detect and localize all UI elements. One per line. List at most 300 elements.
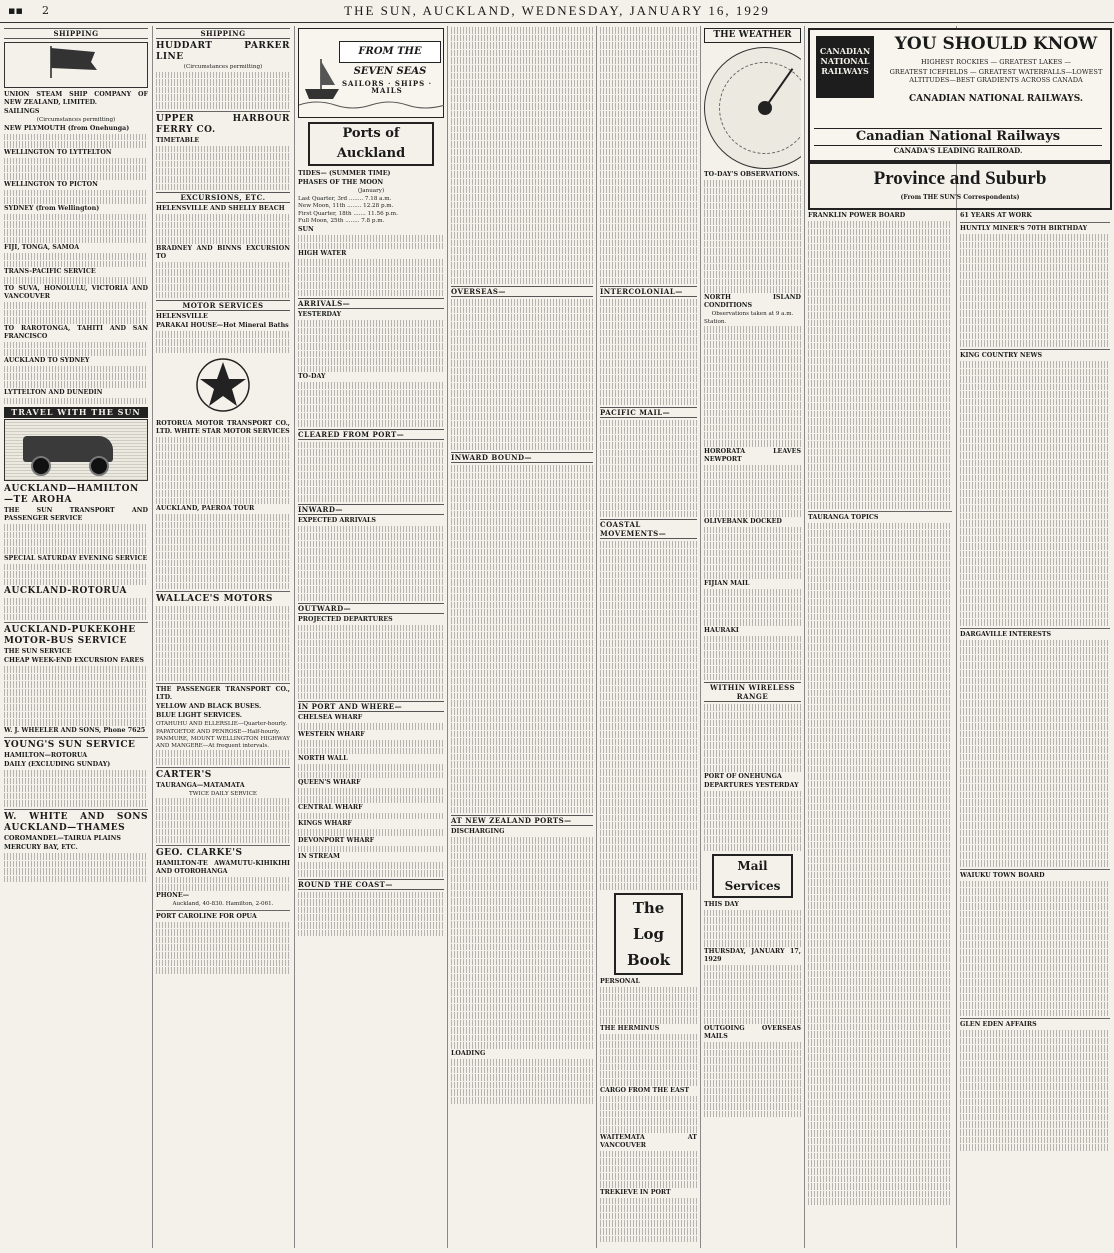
huddart-heading: HUDDART PARKER LINE <box>156 41 290 62</box>
text-line <box>298 413 444 420</box>
pukekohe-heading: AUCKLAND-PUKEKOHE MOTOR-BUS SERVICE <box>4 625 136 647</box>
text-line <box>600 1181 697 1188</box>
text-line <box>808 819 952 826</box>
text-line <box>451 769 593 776</box>
text-line <box>4 793 148 800</box>
text-line <box>298 748 444 755</box>
text-line <box>298 405 444 412</box>
text-line <box>960 964 1110 971</box>
text-line <box>960 1137 1110 1144</box>
text-line <box>808 796 952 803</box>
text-line <box>704 379 801 386</box>
text-line <box>960 994 1110 1001</box>
otahuhu-line: OTAHUHU AND ELLERSLIE—Quarter-hourly. <box>156 721 288 728</box>
text-line <box>704 666 801 673</box>
text-line <box>600 427 697 434</box>
ad-footer: CANADA'S LEADING RAILROAD. <box>893 146 1023 155</box>
text-line <box>600 217 697 224</box>
picton-heading: WELLINGTON TO PICTON <box>4 180 98 188</box>
star-icon <box>195 357 251 413</box>
ad-banner: Canadian National Railways <box>814 128 1102 146</box>
text-line <box>960 429 1110 436</box>
text-line <box>156 237 290 244</box>
text-line <box>156 292 290 299</box>
text-line <box>298 533 444 540</box>
text-line <box>960 399 1110 406</box>
text-line <box>156 498 290 505</box>
upper-harbour-heading: UPPER HARBOUR FERRY CO. <box>156 113 290 135</box>
text-line <box>451 792 593 799</box>
banner-title: FROM THE SEVEN SEAS <box>339 41 441 63</box>
text-line <box>704 226 801 233</box>
coromandel-heading: COROMANDEL—TAIRUA PLAINS <box>4 834 121 842</box>
text-line <box>808 614 952 621</box>
round-coast-heading: ROUND THE COAST— <box>298 879 444 890</box>
high-water-heading: HIGH WATER <box>298 250 347 258</box>
text-line <box>960 257 1110 264</box>
text-line <box>960 513 1110 520</box>
text-line <box>4 681 148 688</box>
section-heading: SHIPPING <box>4 28 148 39</box>
text-line <box>451 95 593 102</box>
text-line <box>298 594 444 601</box>
text-line <box>960 287 1110 294</box>
text-line <box>960 333 1110 340</box>
glen-eden-heading: GLEN EDEN AFFAIRS <box>960 1021 1037 1029</box>
text-line <box>451 731 593 738</box>
text-line <box>156 667 290 674</box>
text-line <box>298 259 444 266</box>
text-line <box>704 806 801 813</box>
text-line <box>4 778 148 785</box>
youngs-heading: YOUNG'S SUN SERVICE <box>4 739 136 750</box>
text-line <box>808 464 952 471</box>
text-line <box>298 813 444 820</box>
tides-heading: TIDES— (SUMMER TIME) <box>298 170 391 177</box>
text-line <box>600 398 697 405</box>
timetable-heading: TIMETABLE <box>156 136 200 144</box>
column-rule <box>700 26 701 1248</box>
text-line <box>4 214 148 221</box>
text-line <box>704 334 801 341</box>
text-line <box>704 735 801 742</box>
text-line <box>298 382 444 389</box>
ports-of-auckland-title: Ports of Auckland <box>308 122 434 166</box>
text-line <box>704 534 801 541</box>
text-line <box>4 261 148 268</box>
text-line <box>960 956 1110 963</box>
text-line <box>808 434 952 441</box>
text-line <box>600 1017 697 1024</box>
text-line <box>298 274 444 281</box>
text-line <box>600 375 697 382</box>
text-line <box>156 475 290 482</box>
text-line <box>4 253 148 260</box>
text-line <box>156 339 290 346</box>
text-line <box>298 235 444 242</box>
text-line <box>451 194 593 201</box>
text-line <box>808 229 952 236</box>
honolulu-heading: TO SUVA, HONOLULU, VICTORIA AND VANCOUVER <box>4 284 148 300</box>
text-line <box>600 495 697 502</box>
text-line <box>600 57 697 64</box>
text-line <box>451 1074 593 1081</box>
text-line <box>4 366 148 373</box>
text-line <box>451 951 593 958</box>
text-line <box>298 366 444 373</box>
text-line <box>4 712 148 719</box>
text-line <box>704 326 801 333</box>
text-line <box>298 632 444 639</box>
text-line <box>808 1160 952 1167</box>
text-line <box>156 758 290 765</box>
tauranga-heading: TAURANGA—MATAMATA <box>156 781 245 789</box>
text-line <box>808 788 952 795</box>
text-line <box>600 723 697 730</box>
text-line <box>451 837 593 844</box>
wharf-heading: DEVONPORT WHARF <box>298 836 375 844</box>
text-line <box>808 811 952 818</box>
text-line <box>704 821 801 828</box>
text-line <box>600 156 697 163</box>
plymouth-heading: NEW PLYMOUTH (from Onehunga) <box>4 124 130 132</box>
text-line <box>704 1010 801 1017</box>
text-line <box>298 907 444 914</box>
text-line <box>960 520 1110 527</box>
text-line <box>600 247 697 254</box>
text-line <box>704 720 801 727</box>
text-line <box>451 678 593 685</box>
text-line <box>960 845 1110 852</box>
text-line <box>808 530 952 537</box>
text-line <box>600 1166 697 1173</box>
inward-heading: INWARD— <box>298 504 444 515</box>
text-line <box>704 712 801 719</box>
waitemata-heading: WAITEMATA AT VANCOUVER <box>600 1133 697 1149</box>
text-line <box>451 1097 593 1104</box>
text-line <box>600 270 697 277</box>
text-line <box>808 251 952 258</box>
observations-heading: TO-DAY'S OBSERVATIONS. <box>704 171 800 178</box>
text-line <box>704 619 801 626</box>
text-line <box>600 149 697 156</box>
text-line <box>600 1236 697 1243</box>
text-line <box>451 232 593 239</box>
port-caroline-heading: PORT CAROLINE FOR OPUA <box>156 912 257 920</box>
text-line <box>451 1004 593 1011</box>
star-emblem <box>156 357 290 416</box>
text-line <box>960 896 1110 903</box>
text-line <box>451 465 593 472</box>
text-line <box>600 1064 697 1071</box>
text-line <box>156 331 290 338</box>
text-line <box>960 1061 1110 1068</box>
text-line <box>808 1191 952 1198</box>
text-line <box>451 337 593 344</box>
text-line <box>960 604 1110 611</box>
divider <box>960 628 1110 629</box>
column-rule <box>294 26 295 1248</box>
text-line <box>808 955 952 962</box>
text-line <box>600 240 697 247</box>
text-line <box>451 997 593 1004</box>
text-line <box>600 299 697 306</box>
wharf-heading: KINGS WHARF <box>298 820 352 828</box>
helensville-ad: HELENSVILLE AND SHELLY BEACH <box>156 205 285 213</box>
text-line <box>156 79 290 86</box>
text-line <box>156 674 290 681</box>
yellow-buses: YELLOW AND BLACK BUSES. <box>156 703 262 711</box>
text-line <box>600 1158 697 1165</box>
text-line <box>451 436 593 443</box>
text-line <box>808 343 952 350</box>
text-line <box>704 940 801 947</box>
text-line <box>960 792 1110 799</box>
text-line <box>960 1053 1110 1060</box>
text-line <box>960 475 1110 482</box>
text-line <box>451 118 593 125</box>
text-line <box>451 891 593 898</box>
text-line <box>451 103 593 110</box>
tauranga-topics-heading: TAURANGA TOPICS <box>808 513 879 521</box>
text-line <box>298 442 444 449</box>
text-line <box>156 952 290 959</box>
text-line <box>4 134 148 141</box>
text-line <box>704 742 801 749</box>
text-line <box>704 814 801 821</box>
text-line <box>600 625 697 632</box>
phases-heading: PHASES OF THE MOON <box>298 179 384 186</box>
text-line <box>451 322 593 329</box>
text-line <box>808 327 952 334</box>
text-line <box>600 1049 697 1056</box>
text-line <box>298 678 444 685</box>
text-line <box>4 785 148 792</box>
text-line <box>704 651 801 658</box>
text-line <box>298 526 444 533</box>
coastal-heading: COASTAL MOVEMENTS— <box>600 519 697 539</box>
text-line <box>451 693 593 700</box>
text-line <box>4 579 148 586</box>
text-line <box>808 842 952 849</box>
text-line <box>960 784 1110 791</box>
text-line <box>960 528 1110 535</box>
text-line <box>4 547 148 554</box>
text-line <box>451 647 593 654</box>
text-line <box>4 310 148 317</box>
text-line <box>156 659 290 666</box>
text-line <box>960 640 1110 647</box>
text-line <box>704 402 801 409</box>
text-line <box>808 879 952 886</box>
text-line <box>600 572 697 579</box>
text-line <box>960 662 1110 669</box>
text-line <box>960 1144 1110 1151</box>
text-line <box>808 1176 952 1183</box>
moon-row: Full Moon, 25th ........ 7.8 p.m. <box>298 218 385 225</box>
text-line <box>4 302 148 309</box>
column-coastal <box>600 26 697 1248</box>
text-line <box>960 941 1110 948</box>
text-line <box>808 591 952 598</box>
text-line <box>451 390 593 397</box>
text-line <box>451 480 593 487</box>
text-line <box>451 670 593 677</box>
text-line <box>451 609 593 616</box>
text-line <box>960 647 1110 654</box>
text-line <box>156 482 290 489</box>
text-line <box>600 731 697 738</box>
text-line <box>600 678 697 685</box>
text-line <box>298 647 444 654</box>
text-line <box>600 1126 697 1133</box>
motor-services-heading: MOTOR SERVICES <box>156 300 290 311</box>
overseas-mails-heading: OUTGOING OVERSEAS MAILS <box>704 1025 801 1041</box>
divider <box>156 111 290 112</box>
text-line <box>4 398 148 405</box>
text-line <box>808 849 952 856</box>
text-line <box>960 926 1110 933</box>
text-line <box>808 502 952 509</box>
text-line <box>4 197 148 204</box>
trans-pacific-heading: TRANS-PACIFIC SERVICE <box>4 268 96 276</box>
text-line <box>960 467 1110 474</box>
text-line <box>704 349 801 356</box>
text-line <box>600 693 697 700</box>
text-line <box>808 1092 952 1099</box>
text-line <box>960 376 1110 383</box>
text-line <box>4 229 148 236</box>
text-line <box>808 568 952 575</box>
text-line <box>451 270 593 277</box>
hororata-heading: HORORATA LEAVES NEWPORT <box>704 447 801 463</box>
text-line <box>808 494 952 501</box>
herminus-heading: THE HERMINUS <box>600 1024 660 1032</box>
text-line <box>600 262 697 269</box>
text-line <box>600 602 697 609</box>
text-line <box>600 1213 697 1220</box>
text-line <box>451 936 593 943</box>
text-line <box>808 1069 952 1076</box>
text-line <box>808 244 952 251</box>
text-line <box>156 229 290 236</box>
text-line <box>808 629 952 636</box>
text-line <box>960 769 1110 776</box>
text-line <box>4 539 148 546</box>
text-line <box>600 708 697 715</box>
text-line <box>600 80 697 87</box>
text-line <box>451 700 593 707</box>
text-line <box>600 322 697 329</box>
text-line <box>704 372 801 379</box>
text-line <box>451 495 593 502</box>
sailings-note: (Circumstances permitting) <box>36 117 116 123</box>
text-line <box>156 652 290 659</box>
text-line <box>960 693 1110 700</box>
text-line <box>156 72 290 79</box>
text-line <box>4 606 148 613</box>
text-line <box>600 186 697 193</box>
text-line <box>704 829 801 836</box>
carter-heading: CARTER'S <box>156 769 212 780</box>
text-line <box>451 906 593 913</box>
text-line <box>451 73 593 80</box>
text-line <box>600 442 697 449</box>
text-line <box>600 777 697 784</box>
text-line <box>960 272 1110 279</box>
wallace-heading: WALLACE'S MOTORS <box>156 594 273 605</box>
text-line <box>451 186 593 193</box>
text-line <box>960 934 1110 941</box>
column-ports <box>298 26 444 1248</box>
text-line <box>4 524 148 531</box>
text-line <box>808 456 952 463</box>
text-line <box>808 993 952 1000</box>
text-line <box>600 784 697 791</box>
text-line <box>600 171 697 178</box>
text-line <box>808 895 952 902</box>
text-line <box>451 921 593 928</box>
text-line <box>808 1168 952 1175</box>
text-line <box>808 487 952 494</box>
text-line <box>600 701 697 708</box>
text-line <box>808 365 952 372</box>
text-line <box>808 297 952 304</box>
text-line <box>960 302 1110 309</box>
text-line <box>298 495 444 502</box>
text-line <box>298 740 444 747</box>
text-line <box>600 994 697 1001</box>
inward-bound-heading: INWARD BOUND— <box>451 452 593 463</box>
text-line <box>156 284 290 291</box>
text-line <box>451 35 593 42</box>
text-line <box>4 564 148 571</box>
text-line <box>298 693 444 700</box>
text-line <box>960 543 1110 550</box>
text-line <box>960 1129 1110 1136</box>
text-line <box>451 784 593 791</box>
text-line <box>451 564 593 571</box>
wharf-heading: NORTH WALL <box>298 755 348 763</box>
text-line <box>298 243 444 250</box>
text-line <box>451 982 593 989</box>
cnr-logo: CANADIAN NATIONAL RAILWAYS <box>816 36 874 98</box>
text-line <box>960 498 1110 505</box>
text-line <box>451 868 593 875</box>
text-line <box>156 960 290 967</box>
text-line <box>156 184 290 191</box>
text-line <box>808 1198 952 1205</box>
text-line <box>960 558 1110 565</box>
text-line <box>600 480 697 487</box>
text-line <box>451 368 593 375</box>
moon-table <box>298 196 444 225</box>
text-line <box>600 1205 697 1212</box>
phone-heading: PHONE— <box>156 891 190 899</box>
text-line <box>4 861 148 868</box>
text-line <box>960 460 1110 467</box>
text-line <box>600 337 697 344</box>
text-line <box>156 813 290 820</box>
text-line <box>600 830 697 837</box>
text-line <box>298 541 444 548</box>
text-line <box>298 663 444 670</box>
waiuku-heading: WAIUKU TOWN BOARD <box>960 871 1045 879</box>
huddart-note: (Circumstances permitting) <box>183 64 263 70</box>
text-line <box>451 57 593 64</box>
weather-dial <box>704 47 801 169</box>
text-line <box>156 460 290 467</box>
